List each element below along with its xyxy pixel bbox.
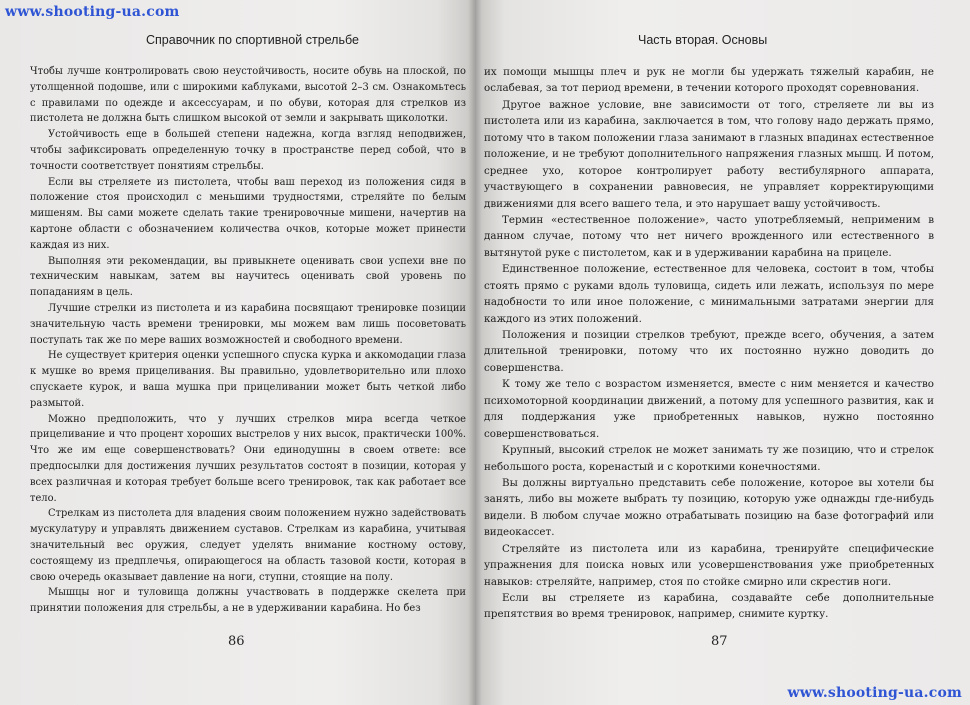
paragraph: Другое важное условие, вне зависимости от того, стреляете ли вы из пистолета или из карабина, заключается в том, что голову надо держать прямо, потому что в таком положении глаза занимают в глазных впадинах естественное положение, и не требуют дополнительного напряжения глазных мышц. И потом, среднее ухо, которое контролирует работу вестибулярного аппарата, участвующего в сохранении равновесия, не управляет корректирующими движениями для всего вашего тела, и это нарушает вашу устойчивость. — [484, 98, 934, 210]
paragraph: Устойчивость еще в большей степени надежна, когда взгляд неподвижен, чтобы зафиксировать определенную точку в пространстве перед собой, что в точности соответствует понятиям стрельбы. — [30, 129, 466, 172]
left-running-head: Справочник по спортивной стрельбе — [146, 33, 359, 47]
book-gutter-shadow — [468, 0, 482, 705]
paragraph: Стрелкам из пистолета для владения своим положением нужно задействовать мускулатуру и управлять движением суставов. Стрелкам из карабина, учитывая значительный вес оружия, следует уделять внимание костному остову, состоящему из предплечья, опирающегося на область тазовой кости, которая в свою очередь оказывает давление на ноги, ступни, стоящие на полу. — [30, 508, 466, 583]
watermark-bottom: www.shooting-ua.com — [787, 685, 962, 701]
paragraph: Положения и позиции стрелков требуют, прежде всего, обучения, а затем длительной тренировки, потому что их постоянно нужно доводить до совершенства. — [484, 329, 934, 374]
left-page-number: 86 — [228, 634, 245, 649]
paragraph: Единственное положение, естественное для человека, состоит в том, чтобы стоять прямо с руками вдоль туловища, сидеть или лежать, используя по мере надобности то или иное положение, с минимальными затратами энергии для каждого из этих положений. — [484, 263, 934, 325]
right-page — [475, 0, 970, 705]
paragraph: Не существует критерия оценки успешного спуска курка и аккомодации глаза к мушке во время прицеливания. Вы правильно, удовлетворительно или плохо спускаете курок, и ваша мушка при прицеливании может быть четкой либо размытой. — [30, 350, 466, 409]
right-body-text — [484, 64, 934, 623]
paragraph: их помощи мышцы плеч и рук не могли бы удержать тяжелый карабин, не ослабевая, за тот период времени, в течении которого проходят соревнования. — [484, 66, 934, 95]
paragraph: К тому же тело с возрастом изменяется, вместе с ним меняется и качество психомоторной координации движений, а потому для успешного развития, как и для поддержания уже приобретенных навыков, нужно постоянно совершенствоваться. — [484, 378, 934, 440]
paragraph: Мышцы ног и туловища должны участвовать в поддержке скелета при принятии положения для стрельбы, а не в удерживании карабина. Но без — [30, 587, 466, 615]
paragraph: Чтобы лучше контролировать свою неустойчивость, носите обувь на плоской, по утолщенной подошве, или с широкими каблуками, высотой 2–3 см. Ознакомьтесь с правилами по одежде и аксессуарам, и по обуви, которая для стрелков из пистолета не должна быть слишком высокой от земли и закрывать щиколотки. — [30, 66, 466, 125]
paragraph: Лучшие стрелки из пистолета и из карабина посвящают тренировке позиции значительную часть времени тренировки, мы можем вам лишь посоветовать поступать так же по мере ваших возможностей и свободного времени. — [30, 302, 466, 346]
paragraph: Можно предположить, что у лучших стрелков мира всегда четкое прицеливание и что процент хороших выстрелов у них высок, практически 100%. Что же им еще совершенствовать? Они единодушны в своем ответе: все предпосылки для достижения лучших результатов состоят в позиции, которая у всех различная и которая требует больше всего тренировок, так как работает все тело. — [30, 413, 466, 504]
paragraph: Вы должны виртуально представить себе положение, которое вы хотели бы занять, либо вы можете выбрать ту позицию, которую уже однажды где-нибудь видели. В любом случае можно отрабатывать позицию на базе фотографий или видеокассет. — [484, 476, 934, 539]
right-page-number: 87 — [711, 634, 728, 649]
paragraph: Выполняя эти рекомендации, вы привыкнете оценивать свои успехи вне по техническим навыкам, затем вы научитесь оценивать свой уровень по попаданиям в цель. — [30, 255, 466, 299]
left-body-text — [30, 64, 466, 617]
paragraph: Стреляйте из пистолета или из карабина, тренируйте специфические упражнения для поиска новых или усовершенствования уже приобретенных навыков: стреляйте, например, стоя по стойке смирно или скрестив ноги. — [484, 542, 934, 588]
paragraph: Термин «естественное положение», часто употребляемый, неприменим в данном случае, потому что нет ничего врожденного или естественного в вытянутой руке с пистолетом, как и в удерживании карабина на прицеле. — [484, 213, 934, 259]
paragraph: Крупный, высокий стрелок не может занимать ту же позицию, что и стрелок небольшого роста, коренастый и с короткими конечностями. — [484, 444, 934, 473]
paragraph: Если вы стреляете из пистолета, чтобы ваш переход из положения сидя в положение стоя происходил с меньшими трудностями, стреляйте по белым мишеням. Вы сами можете сделать такие тренировочные мишени, начертив на картоне области с обозначением количества очков, которые может принести каждая из них. — [30, 176, 466, 251]
right-running-head: Часть вторая. Основы — [638, 33, 768, 47]
watermark-top: www.shooting-ua.com — [5, 4, 180, 20]
left-page — [0, 0, 475, 705]
paragraph: Если вы стреляете из карабина, создавайте себе дополнительные препятствия во время тренировок, например, снимите куртку. — [484, 592, 934, 621]
